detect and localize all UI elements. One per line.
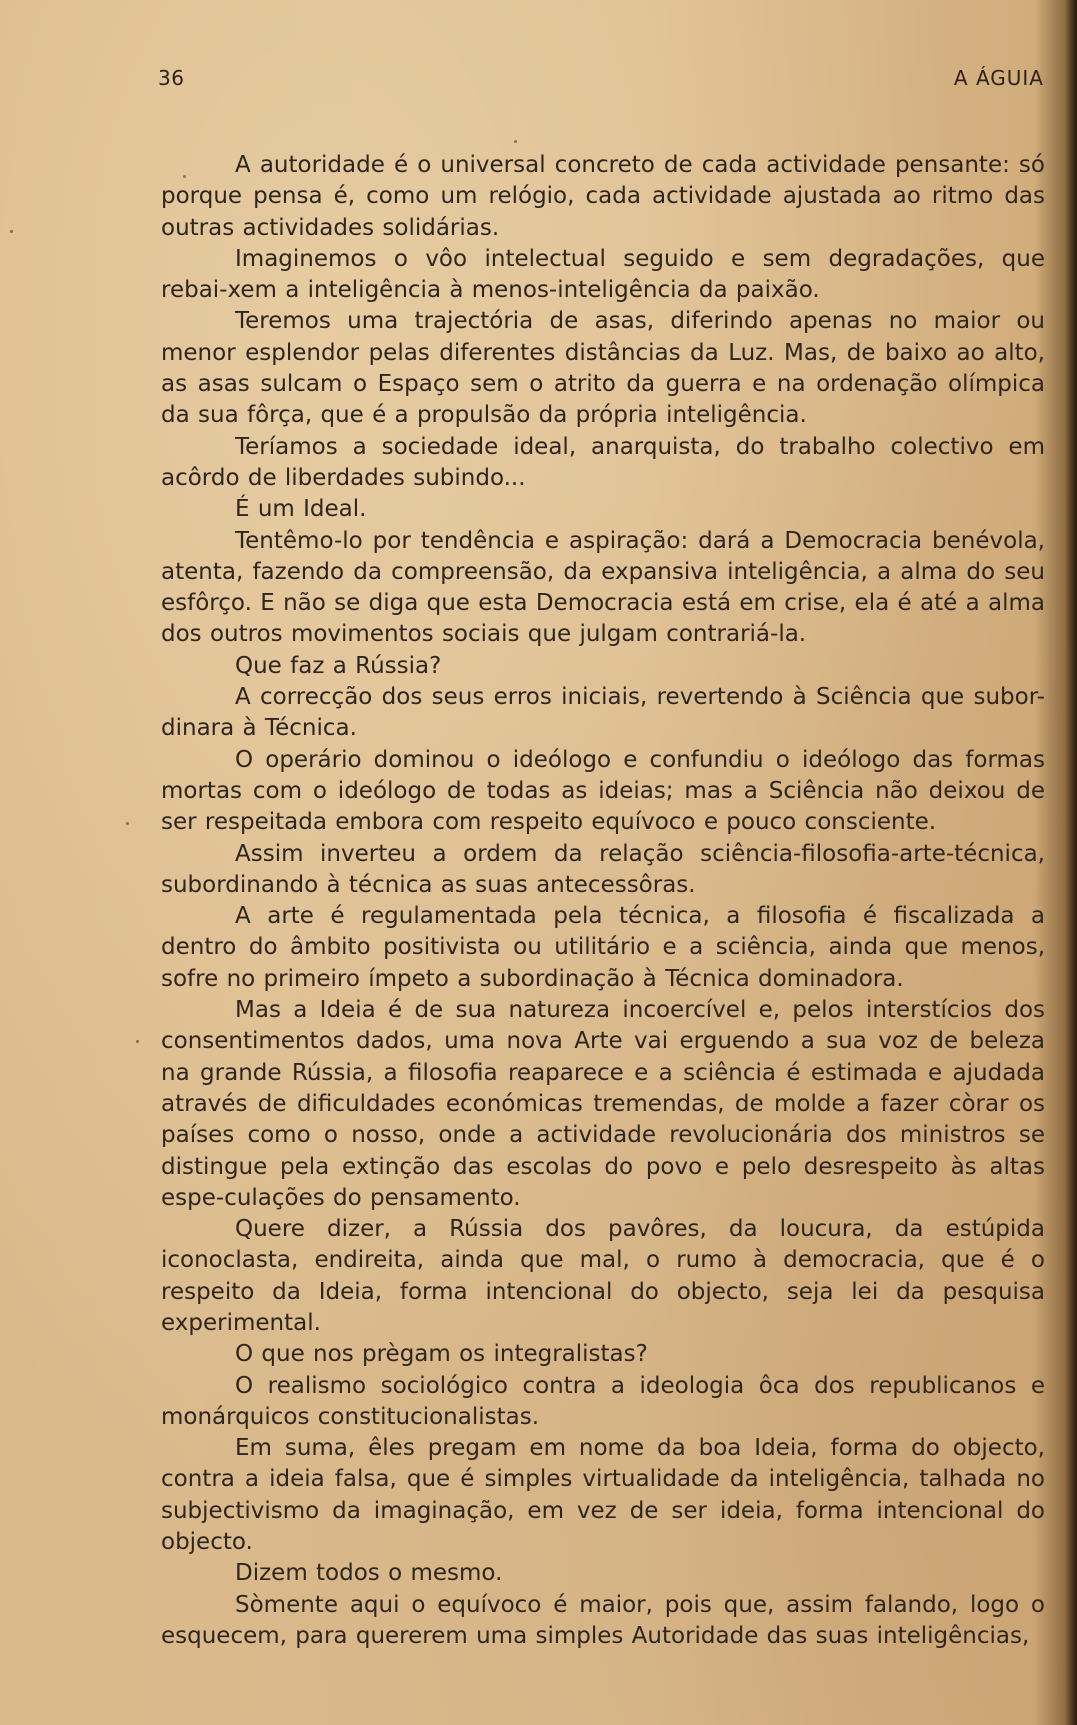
paragraph: A arte é regulamentada pela técnica, a filosofia é fiscalizada a dentro do âmbito positivista ou utilitário e a sciência, ainda que menos, sofre no primeiro ímpeto a subordinação à Técnica dominadora. bbox=[161, 903, 1045, 992]
paragraph: Imaginemos o vôo intelectual seguido e sem degradações, que rebai-xem a inteligência à menos-inteligência da paixão. bbox=[161, 245, 1045, 304]
paragraph: O realismo sociológico contra a ideologia ôca dos republicanos e monárquicos constitucionalistas. bbox=[161, 1372, 1045, 1430]
ink-speck bbox=[126, 822, 129, 825]
paragraph: O operário dominou o ideólogo e confundiu o ideólogo das formas mortas com o ideólogo de todas as ideias; mas a Sciência não deixou de ser respeitada embora com respeito equívoco e pouco consciente. bbox=[161, 746, 1045, 836]
page-number: 36 bbox=[158, 66, 185, 90]
paragraph: É um Ideal. bbox=[235, 496, 367, 523]
ink-speck bbox=[10, 230, 13, 233]
paragraph: Em suma, êles pregam em nome da boa Ideia, forma do objecto, contra a ideia falsa, que é simples virtualidade da inteligência, talhada no subjectivismo da imaginação, em vez de ser ideia, forma intencional do objecto. bbox=[161, 1435, 1045, 1556]
paragraph: Teremos uma trajectória de asas, diferindo apenas no maior ou menor esplendor pelas diferentes distâncias da Luz. Mas, de baixo ao alto, as asas sulcam o Espaço sem o atrito da guerra e na ordenação olímpica da sua fôrça, que é a propulsão da própria inteligência. bbox=[161, 308, 1045, 429]
ink-speck bbox=[514, 140, 517, 143]
paragraph: Sòmente aqui o equívoco é maior, pois que, assim falando, logo o esquecem, para quererem uma simples Autoridade das suas inteligências, bbox=[161, 1591, 1045, 1649]
paragraph: A correcção dos seus erros iniciais, revertendo à Sciência que subor-dinara à Técnica. bbox=[161, 684, 1045, 742]
article-body bbox=[161, 150, 1045, 1652]
paragraph: Quere dizer, a Rússia dos pavôres, da loucura, da estúpida iconoclasta, endireita, ainda que mal, o rumo à democracia, que é o respeito da Ideia, forma intencional do objecto, seja lei da pesquisa experimental. bbox=[161, 1216, 1045, 1336]
paragraph: Dizem todos o mesmo. bbox=[235, 1560, 503, 1587]
running-head: A ÁGUIA bbox=[953, 66, 1044, 90]
paragraph: Que faz a Rússia? bbox=[235, 652, 442, 679]
page-header bbox=[158, 66, 1044, 96]
paragraph: A autoridade é o universal concreto de cada actividade pensante: só porque pensa é, como um relógio, cada actividade ajustada ao ritmo das outras actividades solidárias. bbox=[161, 152, 1045, 241]
paragraph: Tentêmo-lo por tendência e aspiração: dará a Democracia benévola, atenta, fazendo da compreensão, da expansiva inteligência, a alma do seu esfôrço. E não se diga que esta Democracia está em crise, ela é até a alma dos outros movimentos sociais que julgam contrariá-la. bbox=[161, 527, 1045, 648]
paragraph: Teríamos a sociedade ideal, anarquista, do trabalho colectivo em acôrdo de liberdades subindo... bbox=[161, 433, 1045, 491]
ink-speck bbox=[136, 1040, 139, 1043]
paragraph: O que nos prègam os integralistas? bbox=[235, 1341, 648, 1368]
paragraph: Assim inverteu a ordem da relação sciência-filosofia-arte-técnica, subordinando à técnica as suas antecessôras. bbox=[161, 840, 1045, 898]
page-edge-shadow bbox=[1065, 0, 1077, 1725]
paragraph: Mas a Ideia é de sua natureza incoercível e, pelos interstícios dos consentimentos dados, uma nova Arte vai erguendo a sua voz de beleza na grande Rússia, a filosofia reaparece e a sciência é estimada e ajudada através de dificuldades económicas tremendas, de molde a fazer còrar os países como o nosso, onde a actividade revolucionária dos ministros se distingue pela extinção das escolas do povo e pelo desrespeito às altas espe-culações do pensamento. bbox=[161, 997, 1045, 1211]
